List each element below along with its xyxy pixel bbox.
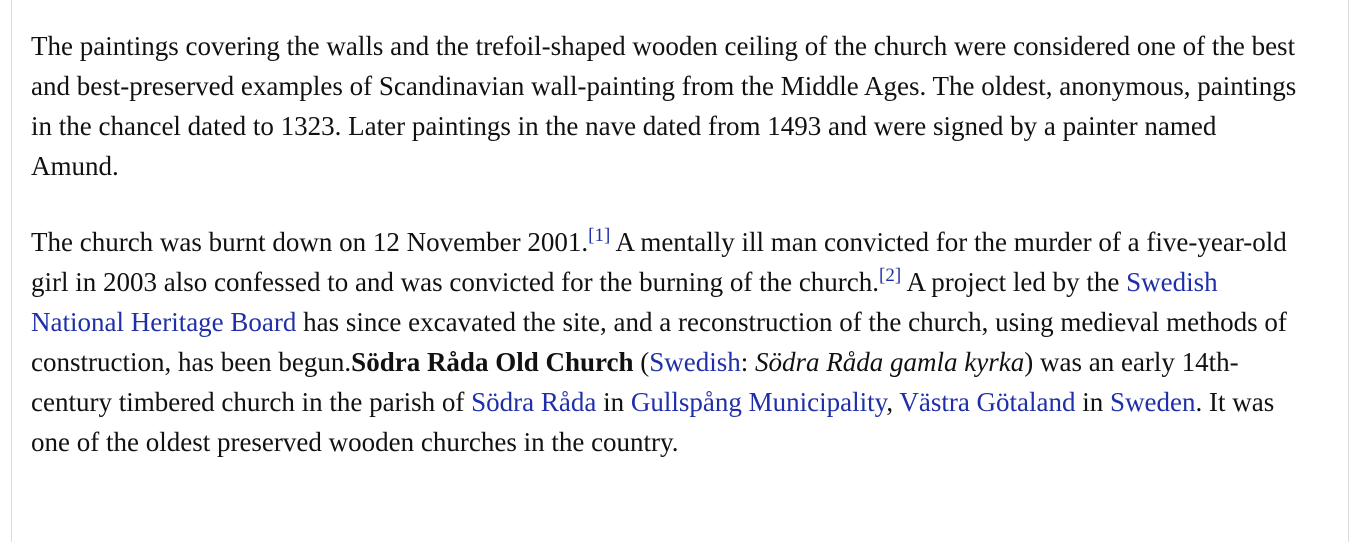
fire-text-7: ) was an early 14th-century timbered church in the parish of <box>31 347 1239 417</box>
reference-1 <box>588 225 610 246</box>
county-link[interactable]: Västra Götaland <box>899 387 1076 417</box>
parish-link[interactable]: Södra Råda <box>471 387 597 417</box>
fire-text-4: has since excavated the site, and a reconstruction of the church, using medieval methods of construction, has been begun. <box>31 307 1287 377</box>
fire-text-11: . It was one of the oldest preserved wooden churches in the country. <box>31 387 1275 457</box>
fire-text-10: in <box>1075 387 1111 417</box>
country-link[interactable]: Sweden <box>1110 387 1196 417</box>
fire-text-8: in <box>596 387 631 417</box>
reference-1-link[interactable]: [1] <box>588 225 611 246</box>
fire-text-3: A project led by the <box>901 267 1127 297</box>
fire-text-5: ( <box>633 347 650 377</box>
fire-text-6: : <box>740 347 756 377</box>
paragraph-paintings <box>31 26 1301 186</box>
swedish-language-link[interactable]: Swedish <box>649 347 741 377</box>
fire-text-2: A mentally ill man convicted for the murder of a five-year-old girl in 2003 also confessed to and was convicted for the burning of the church. <box>31 227 1287 297</box>
paragraph-paintings-text: The paintings covering the walls and the trefoil-shaped wooden ceiling of the church were considered one of the best and best-preserved examples of Scandinavian wall-painting from the Middle Ages. The oldest, anonymous, paintings in the chancel dated to 1323. Later paintings in the nave dated from 1493 and were signed by a painter named Amund. <box>31 31 1297 181</box>
paragraph-fire <box>31 222 1301 462</box>
reference-2-link[interactable]: [2] <box>879 265 902 286</box>
swedish-name-italic: Södra Råda gamla kyrka <box>755 347 1025 377</box>
fire-text-9: , <box>886 387 900 417</box>
heritage-board-link[interactable]: Swedish National Heritage Board <box>31 267 1218 337</box>
municipality-link[interactable]: Gullspång Municipality <box>630 387 887 417</box>
article-body <box>31 26 1301 498</box>
church-title-bold: Södra Råda Old Church <box>351 347 634 377</box>
fire-text-1: The church was burnt down on 12 November 2001. <box>31 227 589 257</box>
reference-2 <box>879 265 901 286</box>
